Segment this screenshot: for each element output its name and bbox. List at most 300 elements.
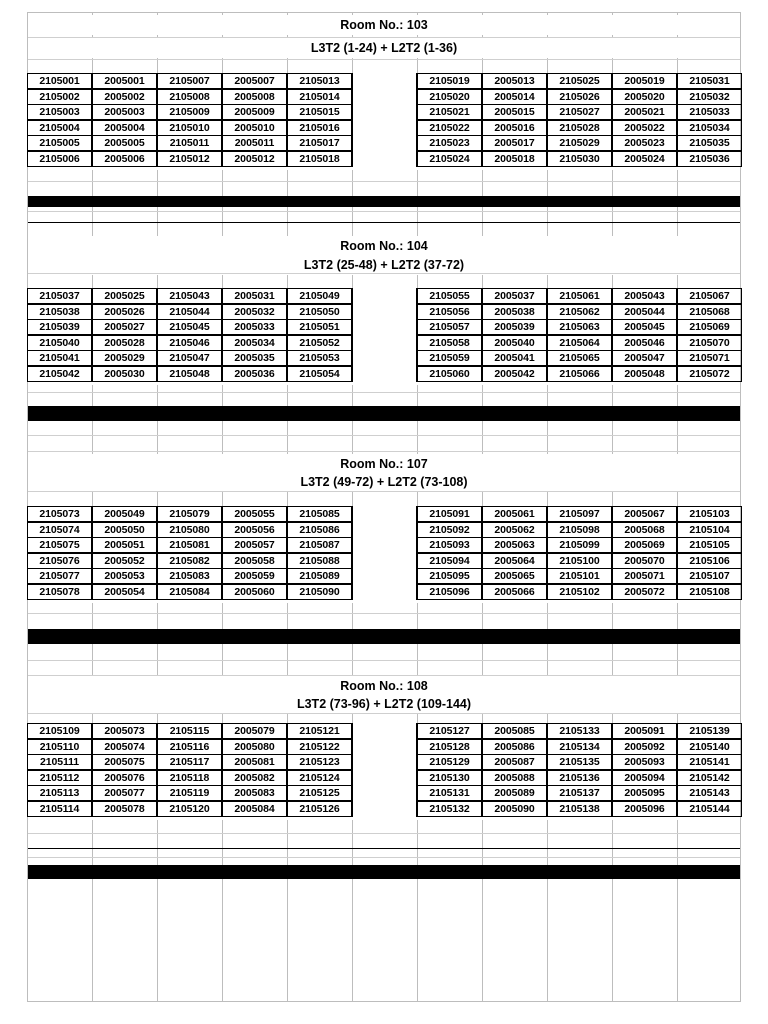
student-id-cell: 2105138 <box>547 801 612 817</box>
student-id-cell: 2005051 <box>92 537 157 553</box>
student-id-cell: 2005007 <box>222 73 287 89</box>
student-id-cell: 2005066 <box>482 584 547 600</box>
student-id-cell: 2105056 <box>417 304 482 320</box>
student-id-cell: 2105003 <box>27 104 92 120</box>
student-id-cell: 2105123 <box>287 754 352 770</box>
table-row <box>28 507 740 523</box>
table-row <box>28 136 740 152</box>
student-id-cell: 2005039 <box>482 319 547 335</box>
table-row <box>28 786 740 802</box>
student-id-cell: 2105100 <box>547 553 612 569</box>
table-row <box>28 523 740 539</box>
student-id-cell: 2105124 <box>287 770 352 786</box>
student-id-cell: 2005044 <box>612 304 677 320</box>
aisle-cell <box>352 104 417 120</box>
table-row <box>28 289 740 305</box>
student-id-cell: 2105072 <box>677 366 742 382</box>
student-id-cell: 2005013 <box>482 73 547 89</box>
student-id-cell: 2105101 <box>547 568 612 584</box>
student-id-cell: 2105012 <box>157 151 222 167</box>
table-row <box>28 152 740 168</box>
student-id-cell: 2005004 <box>92 120 157 136</box>
student-id-cell: 2105018 <box>287 151 352 167</box>
student-id-cell: 2105004 <box>27 120 92 136</box>
student-id-cell: 2105050 <box>287 304 352 320</box>
divider <box>28 833 740 834</box>
student-id-cell: 2005062 <box>482 522 547 538</box>
student-id-cell: 2105117 <box>157 754 222 770</box>
batch-title: L3T2 (49-72) + L2T2 (73-108) <box>28 472 740 492</box>
aisle-cell <box>352 319 417 335</box>
student-id-cell: 2005023 <box>612 135 677 151</box>
student-id-cell: 2105015 <box>287 104 352 120</box>
seat-table <box>28 289 740 385</box>
student-id-cell: 2005012 <box>222 151 287 167</box>
student-id-cell: 2105031 <box>677 73 742 89</box>
student-id-cell: 2105125 <box>287 785 352 801</box>
student-id-cell: 2005030 <box>92 366 157 382</box>
student-id-cell: 2005019 <box>612 73 677 89</box>
student-id-cell: 2005083 <box>222 785 287 801</box>
aisle-cell <box>352 568 417 584</box>
separator-bar <box>28 197 740 207</box>
student-id-cell: 2105091 <box>417 506 482 522</box>
student-id-cell: 2005056 <box>222 522 287 538</box>
student-id-cell: 2105089 <box>287 568 352 584</box>
student-id-cell: 2005042 <box>482 366 547 382</box>
student-id-cell: 2105127 <box>417 723 482 739</box>
student-id-cell: 2105038 <box>27 304 92 320</box>
table-row <box>28 554 740 570</box>
student-id-cell: 2005082 <box>222 770 287 786</box>
student-id-cell: 2005089 <box>482 785 547 801</box>
batch-title: L3T2 (25-48) + L2T2 (37-72) <box>28 255 740 275</box>
student-id-cell: 2005048 <box>612 366 677 382</box>
aisle-cell <box>352 350 417 366</box>
aisle-cell <box>352 89 417 105</box>
student-id-cell: 2105121 <box>287 723 352 739</box>
student-id-cell: 2105085 <box>287 506 352 522</box>
room-title: Room No.: 107 <box>28 454 740 474</box>
table-row <box>28 569 740 585</box>
table-row <box>28 74 740 90</box>
student-id-cell: 2005081 <box>222 754 287 770</box>
student-id-cell: 2005067 <box>612 506 677 522</box>
student-id-cell: 2105086 <box>287 522 352 538</box>
student-id-cell: 2105013 <box>287 73 352 89</box>
student-id-cell: 2005027 <box>92 319 157 335</box>
aisle-cell <box>352 770 417 786</box>
student-id-cell: 2105021 <box>417 104 482 120</box>
student-id-cell: 2105068 <box>677 304 742 320</box>
student-id-cell: 2105132 <box>417 801 482 817</box>
aisle-cell <box>352 754 417 770</box>
divider <box>28 222 740 223</box>
student-id-cell: 2005045 <box>612 319 677 335</box>
student-id-cell: 2005022 <box>612 120 677 136</box>
student-id-cell: 2105065 <box>547 350 612 366</box>
divider <box>28 59 740 60</box>
student-id-cell: 2105008 <box>157 89 222 105</box>
aisle-cell <box>352 135 417 151</box>
seat-plan-sheet <box>27 12 741 1002</box>
student-id-cell: 2105027 <box>547 104 612 120</box>
student-id-cell: 2005059 <box>222 568 287 584</box>
student-id-cell: 2105080 <box>157 522 222 538</box>
student-id-cell: 2105061 <box>547 288 612 304</box>
student-id-cell: 2105119 <box>157 785 222 801</box>
student-id-cell: 2105048 <box>157 366 222 382</box>
divider <box>28 857 740 858</box>
student-id-cell: 2105049 <box>287 288 352 304</box>
student-id-cell: 2005026 <box>92 304 157 320</box>
table-row <box>28 740 740 756</box>
student-id-cell: 2105002 <box>27 89 92 105</box>
table-row <box>28 585 740 601</box>
aisle-cell <box>352 723 417 739</box>
student-id-cell: 2005032 <box>222 304 287 320</box>
aisle-cell <box>352 366 417 382</box>
aisle-cell <box>352 537 417 553</box>
student-id-cell: 2105053 <box>287 350 352 366</box>
student-id-cell: 2005075 <box>92 754 157 770</box>
student-id-cell: 2005050 <box>92 522 157 538</box>
student-id-cell: 2105079 <box>157 506 222 522</box>
divider <box>28 451 740 452</box>
student-id-cell: 2105128 <box>417 739 482 755</box>
student-id-cell: 2105067 <box>677 288 742 304</box>
student-id-cell: 2005003 <box>92 104 157 120</box>
student-id-cell: 2105073 <box>27 506 92 522</box>
student-id-cell: 2005077 <box>92 785 157 801</box>
student-id-cell: 2005085 <box>482 723 547 739</box>
student-id-cell: 2105118 <box>157 770 222 786</box>
student-id-cell: 2005008 <box>222 89 287 105</box>
student-id-cell: 2005080 <box>222 739 287 755</box>
student-id-cell: 2105105 <box>677 537 742 553</box>
student-id-cell: 2105025 <box>547 73 612 89</box>
table-row <box>28 351 740 367</box>
seat-table <box>28 507 740 603</box>
table-row <box>28 802 740 818</box>
student-id-cell: 2105029 <box>547 135 612 151</box>
student-id-cell: 2005060 <box>222 584 287 600</box>
table-row <box>28 724 740 740</box>
student-id-cell: 2005017 <box>482 135 547 151</box>
student-id-cell: 2105043 <box>157 288 222 304</box>
divider <box>28 491 740 492</box>
aisle-cell <box>352 553 417 569</box>
student-id-cell: 2105083 <box>157 568 222 584</box>
student-id-cell: 2005086 <box>482 739 547 755</box>
aisle-cell <box>352 785 417 801</box>
student-id-cell: 2005001 <box>92 73 157 89</box>
student-id-cell: 2005096 <box>612 801 677 817</box>
student-id-cell: 2005084 <box>222 801 287 817</box>
student-id-cell: 2105110 <box>27 739 92 755</box>
student-id-cell: 2105130 <box>417 770 482 786</box>
student-id-cell: 2105028 <box>547 120 612 136</box>
student-id-cell: 2005093 <box>612 754 677 770</box>
student-id-cell: 2105060 <box>417 366 482 382</box>
student-id-cell: 2105082 <box>157 553 222 569</box>
student-id-cell: 2105062 <box>547 304 612 320</box>
student-id-cell: 2105070 <box>677 335 742 351</box>
student-id-cell: 2005024 <box>612 151 677 167</box>
student-id-cell: 2105064 <box>547 335 612 351</box>
student-id-cell: 2105088 <box>287 553 352 569</box>
room-title: Room No.: 103 <box>28 15 740 35</box>
student-id-cell: 2105040 <box>27 335 92 351</box>
student-id-cell: 2105006 <box>27 151 92 167</box>
table-row <box>28 105 740 121</box>
student-id-cell: 2105143 <box>677 785 742 801</box>
seat-table <box>28 74 740 170</box>
student-id-cell: 2005063 <box>482 537 547 553</box>
student-id-cell: 2005036 <box>222 366 287 382</box>
student-id-cell: 2105009 <box>157 104 222 120</box>
student-id-cell: 2005072 <box>612 584 677 600</box>
room-title: Room No.: 108 <box>28 676 740 696</box>
student-id-cell: 2005090 <box>482 801 547 817</box>
student-id-cell: 2005070 <box>612 553 677 569</box>
student-id-cell: 2105016 <box>287 120 352 136</box>
student-id-cell: 2005065 <box>482 568 547 584</box>
student-id-cell: 2105098 <box>547 522 612 538</box>
student-id-cell: 2005041 <box>482 350 547 366</box>
aisle-cell <box>352 522 417 538</box>
aisle-cell <box>352 335 417 351</box>
student-id-cell: 2005047 <box>612 350 677 366</box>
student-id-cell: 2105001 <box>27 73 92 89</box>
student-id-cell: 2105099 <box>547 537 612 553</box>
student-id-cell: 2005035 <box>222 350 287 366</box>
student-id-cell: 2105019 <box>417 73 482 89</box>
aisle-cell <box>352 288 417 304</box>
student-id-cell: 2005011 <box>222 135 287 151</box>
student-id-cell: 2005053 <box>92 568 157 584</box>
student-id-cell: 2105136 <box>547 770 612 786</box>
divider <box>28 273 740 274</box>
student-id-cell: 2105047 <box>157 350 222 366</box>
student-id-cell: 2005064 <box>482 553 547 569</box>
student-id-cell: 2105093 <box>417 537 482 553</box>
student-id-cell: 2105114 <box>27 801 92 817</box>
student-id-cell: 2005079 <box>222 723 287 739</box>
student-id-cell: 2005087 <box>482 754 547 770</box>
student-id-cell: 2005073 <box>92 723 157 739</box>
student-id-cell: 2105074 <box>27 522 92 538</box>
student-id-cell: 2105129 <box>417 754 482 770</box>
student-id-cell: 2105020 <box>417 89 482 105</box>
student-id-cell: 2005006 <box>92 151 157 167</box>
student-id-cell: 2105075 <box>27 537 92 553</box>
student-id-cell: 2005049 <box>92 506 157 522</box>
student-id-cell: 2105107 <box>677 568 742 584</box>
student-id-cell: 2005040 <box>482 335 547 351</box>
student-id-cell: 2105059 <box>417 350 482 366</box>
aisle-cell <box>352 120 417 136</box>
aisle-cell <box>352 151 417 167</box>
student-id-cell: 2105066 <box>547 366 612 382</box>
student-id-cell: 2005038 <box>482 304 547 320</box>
student-id-cell: 2105139 <box>677 723 742 739</box>
student-id-cell: 2105137 <box>547 785 612 801</box>
aisle-cell <box>352 506 417 522</box>
seat-table <box>28 724 740 820</box>
student-id-cell: 2005091 <box>612 723 677 739</box>
student-id-cell: 2105032 <box>677 89 742 105</box>
student-id-cell: 2005095 <box>612 785 677 801</box>
student-id-cell: 2105046 <box>157 335 222 351</box>
table-row <box>28 320 740 336</box>
student-id-cell: 2105034 <box>677 120 742 136</box>
aisle-cell <box>352 801 417 817</box>
student-id-cell: 2105035 <box>677 135 742 151</box>
table-row <box>28 538 740 554</box>
student-id-cell: 2105087 <box>287 537 352 553</box>
student-id-cell: 2105106 <box>677 553 742 569</box>
separator-bar <box>28 865 740 879</box>
student-id-cell: 2105097 <box>547 506 612 522</box>
student-id-cell: 2005074 <box>92 739 157 755</box>
student-id-cell: 2005028 <box>92 335 157 351</box>
student-id-cell: 2105078 <box>27 584 92 600</box>
student-id-cell: 2005043 <box>612 288 677 304</box>
student-id-cell: 2105126 <box>287 801 352 817</box>
student-id-cell: 2005052 <box>92 553 157 569</box>
student-id-cell: 2105037 <box>27 288 92 304</box>
student-id-cell: 2105024 <box>417 151 482 167</box>
aisle-cell <box>352 739 417 755</box>
student-id-cell: 2005046 <box>612 335 677 351</box>
student-id-cell: 2105109 <box>27 723 92 739</box>
student-id-cell: 2105055 <box>417 288 482 304</box>
student-id-cell: 2005016 <box>482 120 547 136</box>
student-id-cell: 2105007 <box>157 73 222 89</box>
student-id-cell: 2005031 <box>222 288 287 304</box>
student-id-cell: 2105134 <box>547 739 612 755</box>
student-id-cell: 2005005 <box>92 135 157 151</box>
student-id-cell: 2005058 <box>222 553 287 569</box>
student-id-cell: 2105142 <box>677 770 742 786</box>
student-id-cell: 2105092 <box>417 522 482 538</box>
student-id-cell: 2105133 <box>547 723 612 739</box>
student-id-cell: 2105014 <box>287 89 352 105</box>
student-id-cell: 2105135 <box>547 754 612 770</box>
student-id-cell: 2005018 <box>482 151 547 167</box>
student-id-cell: 2105036 <box>677 151 742 167</box>
student-id-cell: 2005078 <box>92 801 157 817</box>
aisle-cell <box>352 584 417 600</box>
student-id-cell: 2105096 <box>417 584 482 600</box>
divider <box>28 713 740 714</box>
student-id-cell: 2005014 <box>482 89 547 105</box>
student-id-cell: 2105051 <box>287 319 352 335</box>
student-id-cell: 2005025 <box>92 288 157 304</box>
student-id-cell: 2005057 <box>222 537 287 553</box>
student-id-cell: 2005034 <box>222 335 287 351</box>
student-id-cell: 2005010 <box>222 120 287 136</box>
student-id-cell: 2105112 <box>27 770 92 786</box>
student-id-cell: 2005055 <box>222 506 287 522</box>
student-id-cell: 2005009 <box>222 104 287 120</box>
student-id-cell: 2105131 <box>417 785 482 801</box>
divider <box>28 181 740 182</box>
student-id-cell: 2005061 <box>482 506 547 522</box>
separator-bar <box>28 630 740 644</box>
student-id-cell: 2105054 <box>287 366 352 382</box>
room-title: Room No.: 104 <box>28 236 740 256</box>
batch-title: L3T2 (73-96) + L2T2 (109-144) <box>28 694 740 714</box>
aisle-cell <box>352 304 417 320</box>
student-id-cell: 2005092 <box>612 739 677 755</box>
student-id-cell: 2005033 <box>222 319 287 335</box>
student-id-cell: 2105122 <box>287 739 352 755</box>
student-id-cell: 2005054 <box>92 584 157 600</box>
student-id-cell: 2005037 <box>482 288 547 304</box>
table-row <box>28 771 740 787</box>
student-id-cell: 2105023 <box>417 135 482 151</box>
student-id-cell: 2005029 <box>92 350 157 366</box>
student-id-cell: 2105095 <box>417 568 482 584</box>
student-id-cell: 2105081 <box>157 537 222 553</box>
student-id-cell: 2005071 <box>612 568 677 584</box>
student-id-cell: 2105077 <box>27 568 92 584</box>
student-id-cell: 2105057 <box>417 319 482 335</box>
table-row <box>28 755 740 771</box>
student-id-cell: 2005068 <box>612 522 677 538</box>
student-id-cell: 2105010 <box>157 120 222 136</box>
divider <box>28 660 740 661</box>
separator-bar <box>28 407 740 421</box>
student-id-cell: 2005015 <box>482 104 547 120</box>
student-id-cell: 2105011 <box>157 135 222 151</box>
divider <box>28 435 740 436</box>
student-id-cell: 2105104 <box>677 522 742 538</box>
student-id-cell: 2005020 <box>612 89 677 105</box>
student-id-cell: 2105108 <box>677 584 742 600</box>
student-id-cell: 2105115 <box>157 723 222 739</box>
divider <box>28 392 740 393</box>
student-id-cell: 2005021 <box>612 104 677 120</box>
student-id-cell: 2105071 <box>677 350 742 366</box>
student-id-cell: 2105052 <box>287 335 352 351</box>
student-id-cell: 2105102 <box>547 584 612 600</box>
student-id-cell: 2105039 <box>27 319 92 335</box>
student-id-cell: 2005094 <box>612 770 677 786</box>
student-id-cell: 2105045 <box>157 319 222 335</box>
divider <box>28 211 740 212</box>
student-id-cell: 2005069 <box>612 537 677 553</box>
student-id-cell: 2105113 <box>27 785 92 801</box>
student-id-cell: 2105005 <box>27 135 92 151</box>
student-id-cell: 2105141 <box>677 754 742 770</box>
student-id-cell: 2105103 <box>677 506 742 522</box>
student-id-cell: 2105069 <box>677 319 742 335</box>
table-row <box>28 336 740 352</box>
table-row <box>28 367 740 383</box>
student-id-cell: 2105140 <box>677 739 742 755</box>
student-id-cell: 2005002 <box>92 89 157 105</box>
table-row <box>28 121 740 137</box>
student-id-cell: 2105026 <box>547 89 612 105</box>
student-id-cell: 2105111 <box>27 754 92 770</box>
student-id-cell: 2105042 <box>27 366 92 382</box>
aisle-cell <box>352 73 417 89</box>
batch-title: L3T2 (1-24) + L2T2 (1-36) <box>28 38 740 58</box>
student-id-cell: 2105017 <box>287 135 352 151</box>
